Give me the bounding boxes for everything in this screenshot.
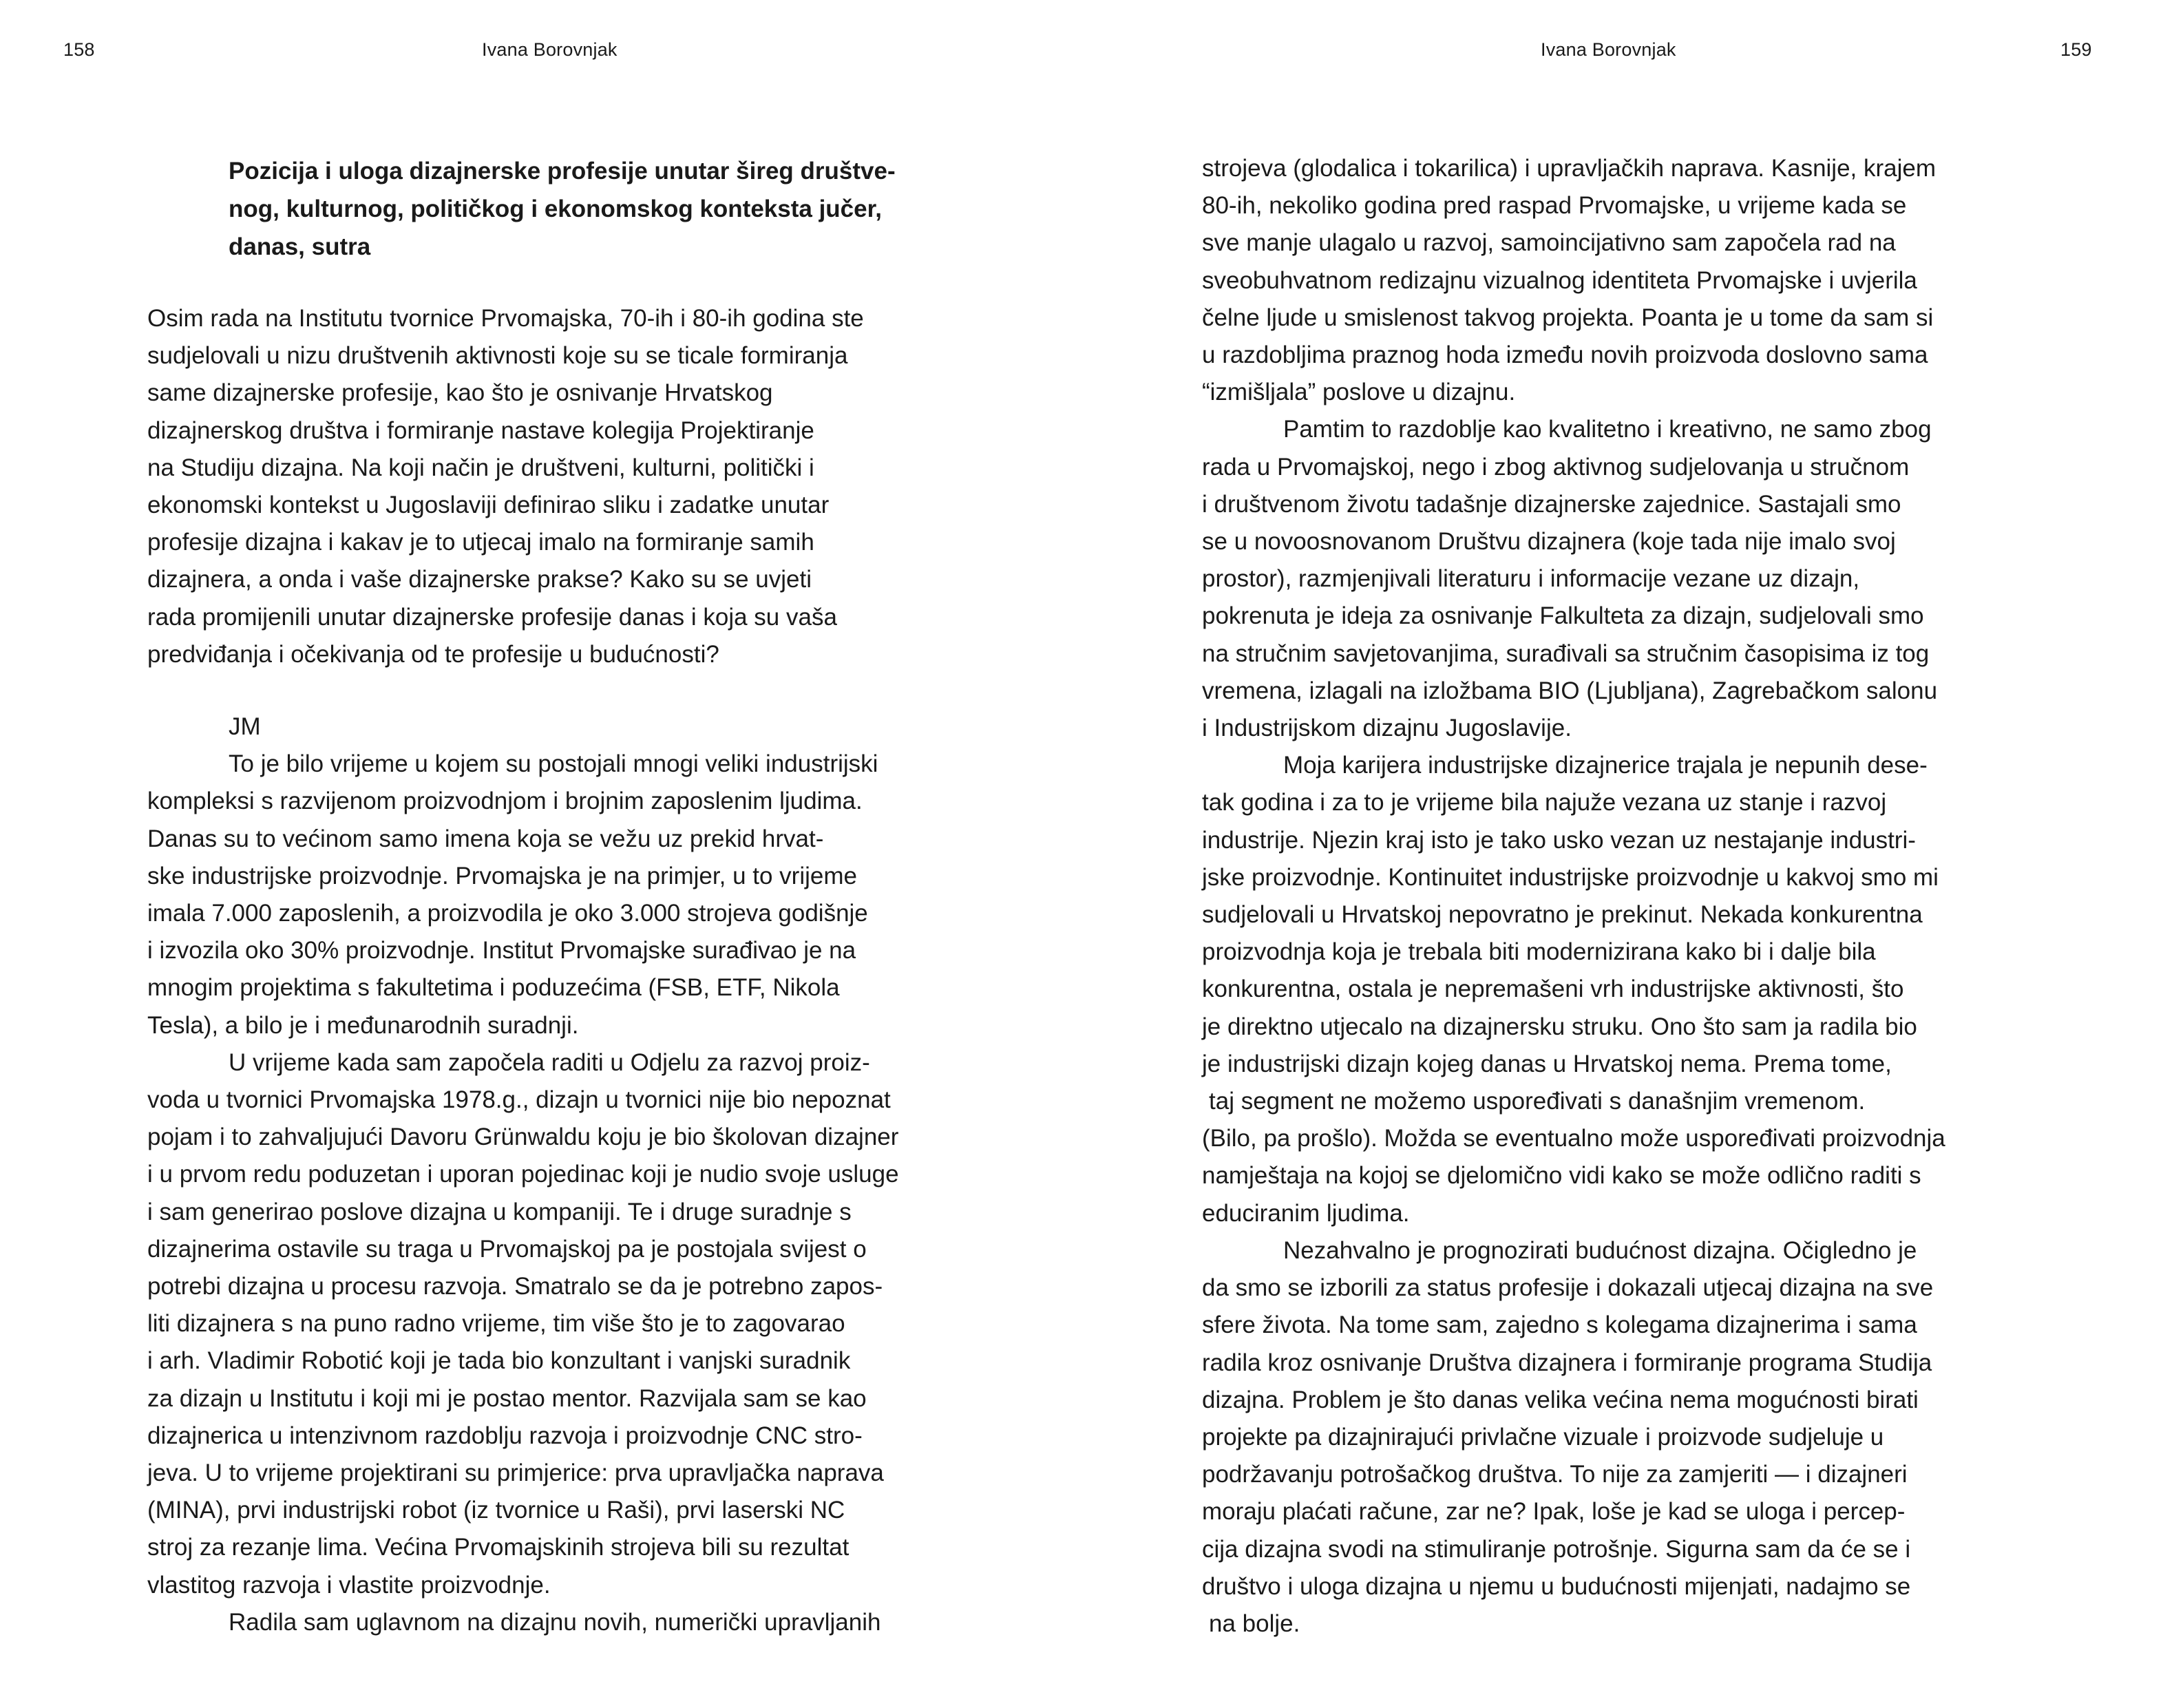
text-line: moraju plaćati račune, zar ne? Ipak, loše je kad se uloga i percep- — [1202, 1498, 1906, 1526]
text-line: same dizajnerske profesije, kao što je osnivanje Hrvatskog — [147, 379, 773, 407]
text-line: Tesla), a bilo je i međunarodnih suradnji. — [147, 1011, 579, 1039]
page-number: 159 — [2060, 39, 2092, 60]
text-line: čelne ljude u smislenost takvog projekta. Poanta je u tome da sam si — [1202, 304, 1934, 331]
text-line: profesije dizajna i kakav je to utjecaj imalo na formiranje samih — [147, 529, 814, 556]
text-line: se u novoosnovanom Društvu dizajnera (koje tada nije imalo svoj — [1202, 528, 1896, 556]
text-line: dizajnerskog društva i formiranje nastave kolegija Projektiranje — [147, 417, 814, 444]
text-line: namještaja na kojoj se djelomično vidi kako se može odlično raditi s — [1202, 1162, 1921, 1190]
text-line: taj segment ne možemo uspoređivati s današnjim vremenom. — [1209, 1088, 1866, 1115]
text-line: projekte pa dizajnirajući privlačne vizuale i proizvode sudjeluje u — [1202, 1423, 1884, 1451]
text-line: jske proizvodnje. Kontinuitet industrijske proizvodnje u kakvoj smo mi — [1202, 863, 1939, 891]
heading-line: nog, kulturnog, političkog i ekonomskog konteksta jučer, — [229, 196, 883, 222]
text-line: ekonomski kontekst u Jugoslaviji definirao sliku i zadatke unutar — [147, 492, 830, 519]
text-line: Moja karijera industrijske dizajnerice trajala je nepunih dese- — [1283, 752, 1928, 779]
heading-line: danas, sutra — [229, 233, 371, 260]
text-line: proizvodnja koja je trebala biti modernizirana kako bi i dalje bila — [1202, 938, 1876, 966]
running-head-author: Ivana Borovnjak — [1541, 39, 1676, 60]
text-line: i sam generirao poslove dizajna u kompaniji. Te i druge suradnje s — [147, 1198, 852, 1225]
text-line: rada u Prvomajskoj, nego i zbog aktivnog sudjelovanja u stručnom — [1202, 453, 1910, 481]
text-line: Osim rada na Institutu tvornice Prvomajska, 70-ih i 80-ih godina ste — [147, 305, 864, 332]
text-line: podržavanju potrošačkog društva. To nije za zamjeriti — i dizajneri — [1202, 1461, 1908, 1488]
text-line: društvo i uloga dizajna u njemu u budućnosti mijenjati, nadajmo se — [1202, 1572, 1911, 1600]
text-line: Pamtim to razdoblje kao kvalitetno i kreativno, ne samo zbog — [1283, 416, 1932, 443]
text-line: kompleksi s razvijenom proizvodnjom i brojnim zaposlenim ljudima. — [147, 788, 863, 815]
text-line: radila kroz osnivanje Društva dizajnera i formiranje programa Studija — [1202, 1349, 1932, 1376]
text-line: na stručnim savjetovanjima, surađivali sa stručnim časopisima iz tog — [1202, 640, 1930, 667]
text-line: ske industrijske proizvodnje. Prvomajska je na primjer, u to vrijeme — [147, 862, 857, 889]
section-heading — [229, 152, 945, 266]
text-line: i u prvom redu poduzetan i uporan pojedinac koji je nudio svoje usluge — [147, 1161, 899, 1188]
text-line: industrije. Njezin kraj isto je tako usko vezan uz nestajanje industri- — [1202, 826, 1916, 854]
text-line: prostor), razmjenjivali literaturu i informacije vezane uz dizajn, — [1202, 565, 1860, 593]
text-line: educiranim ljudima. — [1202, 1199, 1410, 1227]
text-line: Danas su to većinom samo imena koja se vežu uz prekid hrvat- — [147, 825, 824, 852]
text-line: liti dizajnera s na puno radno vrijeme, tim više što je to zagovarao — [147, 1310, 845, 1338]
text-line: vremena, izlagali na izložbama BIO (Ljubljana), Zagrebačkom salonu — [1202, 677, 1938, 704]
text-line: voda u tvornici Prvomajska 1978.g., dizajn u tvornici nije bio nepoznat — [147, 1086, 891, 1114]
text-line: sudjelovali u nizu društvenih aktivnosti koje su se ticale formiranja — [147, 342, 848, 370]
text-line: je industrijski dizajn kojeg danas u Hrvatskoj nema. Prema tome, — [1202, 1050, 1892, 1077]
text-line: “izmišljala” poslove u dizajnu. — [1202, 379, 1516, 406]
text-line: U vrijeme kada sam započela raditi u Odjelu za razvoj proiz- — [229, 1048, 870, 1076]
interview-answer-continued — [1202, 150, 2056, 1643]
text-line: sveobuhvatnom redizajnu vizualnog identiteta Prvomajske i uvjerila — [1202, 266, 1917, 294]
text-line: na bolje. — [1209, 1610, 1300, 1637]
text-line: vlastitog razvoja i vlastite proizvodnje. — [147, 1571, 551, 1599]
text-line: (Bilo, pa prošlo). Možda se eventualno može uspoređivati proizvodnja — [1202, 1125, 1945, 1152]
text-line: strojeva (glodalica i tokarilica) i upravljačkih naprava. Kasnije, krajem — [1202, 155, 1937, 182]
text-line: (MINA), prvi industrijski robot (iz tvornice u Raši), prvi laserski NC — [147, 1497, 845, 1524]
text-line: pokrenuta je ideja za osnivanje Falkulteta za dizajn, sudjelovali smo — [1202, 602, 1924, 630]
page-number: 158 — [63, 39, 95, 60]
text-line: rada promijenili unutar dizajnerske profesije danas i koja su vaša — [147, 603, 837, 631]
text-line: Radila sam uglavnom na dizajnu novih, numerički upravljanih — [229, 1608, 881, 1636]
text-line: konkurentna, ostala je nepremašeni vrh industrijske aktivnosti, što — [1202, 976, 1904, 1003]
interview-answer — [147, 708, 973, 1641]
heading-line: Pozicija i uloga dizajnerske profesije unutar šireg društve- — [229, 158, 896, 184]
text-line: jeva. U to vrijeme projektirani su primjerice: prva upravljačka naprava — [147, 1459, 884, 1487]
text-line: i izvozila oko 30% proizvodnje. Institut Prvomajske surađivao je na — [147, 937, 856, 964]
text-line: potrebi dizajna u procesu razvoja. Smatralo se da je potrebno zapos- — [147, 1273, 883, 1300]
text-line: na Studiju dizajna. Na koji način je društveni, kulturni, politički i — [147, 454, 814, 481]
text-line: cija dizajna svodi na stimuliranje potrošnje. Sigurna sam da će se i — [1202, 1535, 1911, 1563]
text-line: 80-ih, nekoliko godina pred raspad Prvomajske, u vrijeme kada se — [1202, 192, 1907, 220]
interview-question — [147, 300, 973, 673]
text-line: sfere života. Na tome sam, zajedno s kolegama dizajnerima i sama — [1202, 1311, 1917, 1339]
text-line: stroj za rezanje lima. Većina Prvomajskinih strojeva bili su rezultat — [147, 1534, 850, 1561]
text-line: dizajna. Problem je što danas velika većina nema mogućnosti birati — [1202, 1386, 1919, 1413]
text-line: u razdobljima praznog hoda između novih proizvoda doslovno sama — [1202, 341, 1928, 369]
speaker-label: JM — [229, 713, 261, 740]
text-line: tak godina i za to je vrijeme bila najuže vezana uz stanje i razvoj — [1202, 789, 1887, 816]
text-line: sudjelovali u Hrvatskoj nepovratno je prekinut. Nekada konkurentna — [1202, 901, 1923, 929]
text-line: i arh. Vladimir Robotić koji je tada bio konzultant i vanjski suradnik — [147, 1347, 851, 1375]
text-line: mnogim projektima s fakultetima i poduzećima (FSB, ETF, Nikola — [147, 974, 840, 1002]
text-line: za dizajn u Institutu i koji mi je postao mentor. Razvijala sam se kao — [147, 1384, 867, 1412]
text-line: je direktno utjecalo na dizajnersku struku. Ono što sam ja radila bio — [1202, 1013, 1917, 1040]
text-line: dizajnerima ostavile su traga u Prvomajskoj pa je postojala svijest o — [147, 1235, 867, 1263]
text-line: i društvenom životu tadašnje dizajnerske zajednice. Sastajali smo — [1202, 490, 1901, 518]
text-line: da smo se izborili za status profesije i dokazali utjecaj dizajna na sve — [1202, 1274, 1934, 1302]
text-line: predviđanja i očekivanja od te profesije u budućnosti? — [147, 640, 719, 668]
right-page — [1082, 0, 2163, 1708]
text-line: pojam i to zahvaljujući Davoru Grünwaldu koju je bio školovan dizajner — [147, 1124, 899, 1151]
text-line: Nezahvalno je prognozirati budućnost dizajna. Očigledno je — [1283, 1236, 1917, 1264]
text-line: dizajnera, a onda i vaše dizajnerske prakse? Kako su se uvjeti — [147, 566, 812, 593]
text-line: dizajnerica u intenzivnom razdoblju razvoja i proizvodnje CNC stro- — [147, 1422, 863, 1449]
text-line: i Industrijskom dizajnu Jugoslavije. — [1202, 715, 1572, 742]
text-line: sve manje ulagalo u razvoj, samoincijativno sam započela rad na — [1202, 229, 1896, 257]
text-line: imala 7.000 zaposlenih, a proizvodila je oko 3.000 strojeva godišnje — [147, 900, 868, 927]
running-head-author: Ivana Borovnjak — [482, 39, 618, 60]
text-line: To je bilo vrijeme u kojem su postojali mnogi veliki industrijski — [229, 750, 878, 778]
